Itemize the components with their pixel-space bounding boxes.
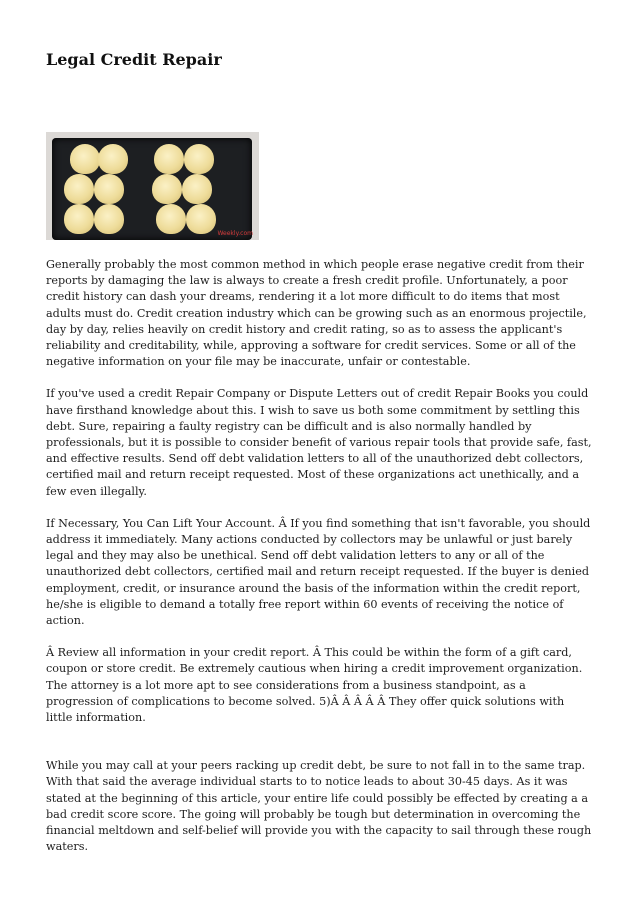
bread-roll <box>98 144 128 174</box>
bread-roll <box>156 204 186 234</box>
bread-roll <box>154 144 184 174</box>
paragraph: If Necessary, You Can Lift Your Account. Â If you find something that isn't favorable, you should address it immediately. Many actions conducted by collectors may be unlawful or just barely legal and they may also be unethical. Send off debt validation letters to any or all of the unauthorized debt collectors, certified mail and return receipt requested. If the buyer is denied employment, credit, or insurance around the basis of the information within the credit report, he/she is eligible to demand a totally free report within 60 events of receiving the notice of action. <box>46 516 591 628</box>
bread-roll <box>184 144 214 174</box>
bread-roll <box>94 174 124 204</box>
paragraph: Â Review all information in your credit report. Â This could be within the form of a gift card, coupon or store credit. Be extremely cautious when hiring a credit improvement organization. The attorney is a lot more apt to see considerations from a business standpoint, as a progression of complications to become solved. 5)Â Â Â Â Â They offer quick solutions with little information. <box>46 646 583 725</box>
bread-roll <box>152 174 182 204</box>
bread-roll <box>64 174 94 204</box>
image-watermark: Weekly.com <box>217 230 253 237</box>
bread-roll <box>94 204 124 234</box>
bread-roll <box>186 204 216 234</box>
paragraph: While you may call at your peers racking up credit debt, be sure to not fall in to the same trap. With that said the average individual starts to to notice leads to about 30-45 days. As it was stated at the beginning of this article, your entire life could possibly be effected by creating a a bad credit score score. The going will probably be tough but determination in overcoming the financial meltdown and self-belief will provide you with the capacity to sail through these rough waters. <box>46 759 592 854</box>
page-title: Legal Credit Repair <box>46 50 222 69</box>
baking-tray <box>52 138 252 240</box>
paragraph: Generally probably the most common method in which people erase negative credit from their reports by damaging the law is always to create a fresh credit profile. Unfortunately, a poor credit history can dash your dreams, rendering it a lot more difficult to do items that most adults must do. Credit creation industry which can be growing such as an enormous projectile, day by day, relies heavily on credit history and credit rating, so as to assess the applicant's reliability and creditability, while, approving a software for credit services. Some or all of the negative information on your file may be inaccurate, unfair or contestable. <box>46 258 587 369</box>
bread-roll <box>182 174 212 204</box>
bread-roll <box>64 204 94 234</box>
article-body <box>46 257 594 872</box>
bread-rolls-photo <box>46 132 259 240</box>
bread-roll <box>70 144 100 174</box>
paragraph: If you've used a credit Repair Company or Dispute Letters out of credit Repair Books you could have firsthand knowledge about this. I wish to save us both some commitment by settling this debt. Sure, repairing a faulty registry can be difficult and is also normally handled by professionals, but it is possible to consider benefit of various repair tools that provide safe, fast, and effective results. Send off debt validation letters to all of the unauthorized debt collectors, certified mail and return receipt requested. Most of these organizations act unethically, and a few even illegally. <box>46 387 592 498</box>
